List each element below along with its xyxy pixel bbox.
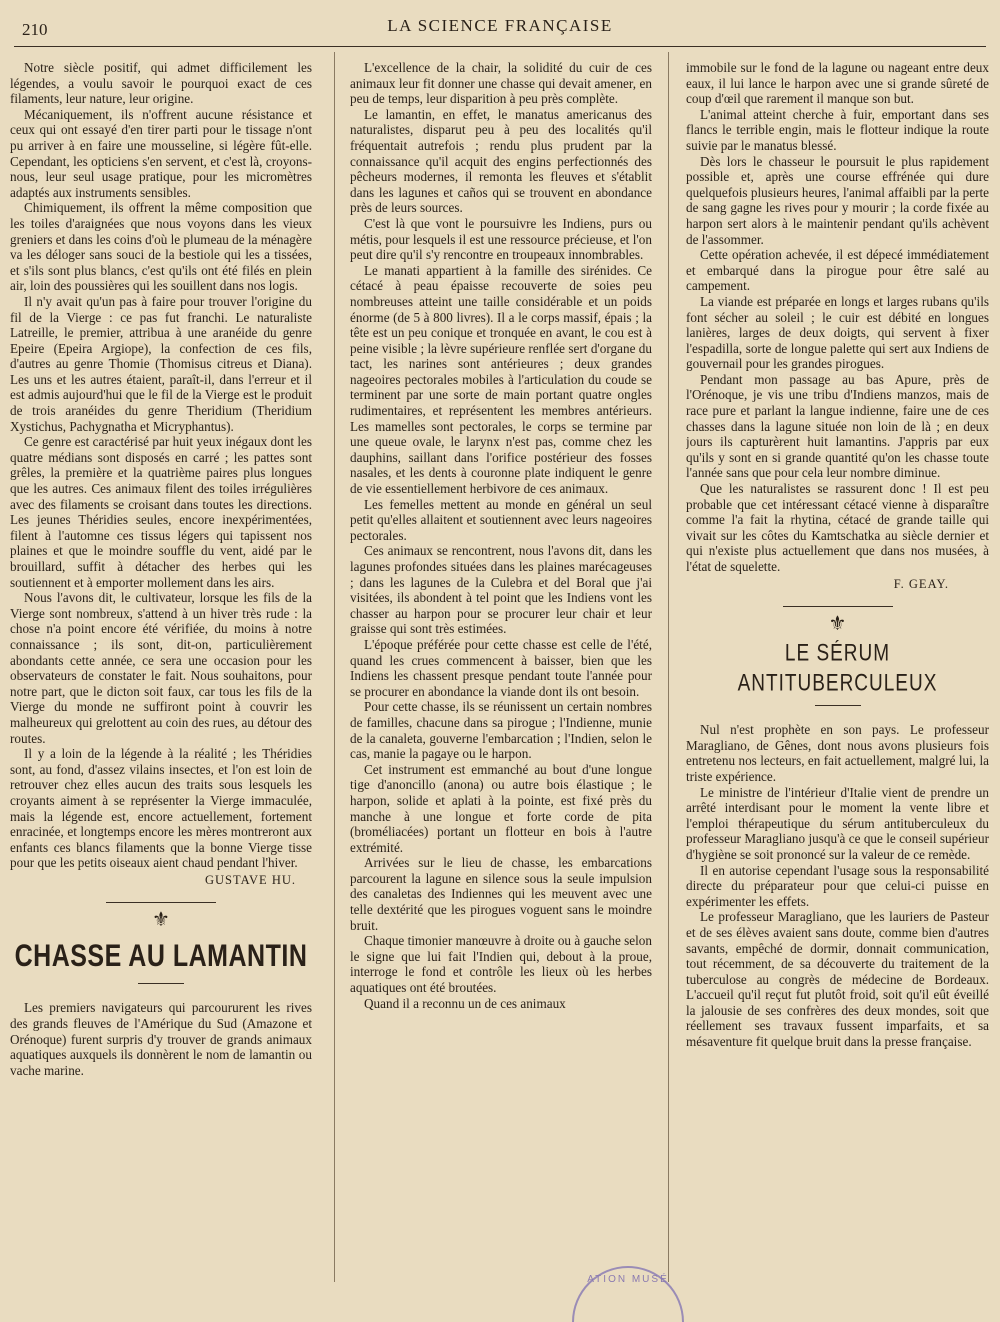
article-title: LE SÉRUM ANTITUBERCULEUX: [737, 640, 938, 697]
paragraph: Cette opération achevée, il est dépecé immédiatement et embarqué dans la pirogue pour être salé au campement.: [686, 247, 989, 294]
page-header: [0, 12, 1000, 48]
paragraph: Ces animaux se rencontrent, nous l'avons dit, dans les lagunes profondes situées dans les plaines marécageuses ; dans les lagunes de la Culebra et del Boral que j'ai visitées, ils abondent à tel point que les Indiens vont les chasser au harpon pour se procurer leur chair et leur graisse qui sont très estimées.: [350, 543, 652, 637]
paragraph: Cet instrument est emmanché au bout d'une longue tige d'anoncillo (anona) ou autre bois élastique ; le harpon, solide et aplati à la pointe, est fixé près du manche à une longue et forte corde de pita (broméliacées) portant un flotteur en bois à l'autre extrémité.: [350, 761, 652, 855]
paragraph: Nul n'est prophète en son pays. Le professeur Maragliano, de Gênes, dont nous avons plusieurs fois entretenu nos lecteurs, en fait actuellement, malgré lui, la triste expérience.: [686, 722, 989, 784]
paragraph: La viande est préparée en longs et larges rubans qu'ils font sécher au soleil ; le cuir est débité en longues lanières, larges de deux doigts, qui servent à fixer l'espadilla, sorte de longue palette qui sert aux Indiens de gouvernail pour les grandes pirogues.: [686, 293, 989, 372]
paragraph: Que les naturalistes se rassurent donc ! Il est peu probable que cet intéressant cétacé vienne à disparaître comme l'a fait la rhytina, cétacé de grande taille qui vivait sur les côtes du Kamtschatka au siècle dernier et qui n'existe plus actuellement que dans nos musées, à l'état de squelette.: [686, 481, 989, 574]
library-stamp: ATION MUSÉ: [572, 1266, 684, 1322]
paragraph: Nous l'avons dit, le cultivateur, lorsque les fils de la Vierge sont nombreux, s'attend à un hiver très rude : la chose n'a point encore été vérifiée, du moins à notre connaissance ; ils sont, dit-on, particulièrement abondants cette année, ce sera une occasion pour les observateurs de constater le fait. Nous souhaitons, pour notre part, que le dicton soit faux, car tous les fils de la Vierge du monde ne suffiront point à couvrir les malheureux qui grelottent au coin des rues, au détour des routes.: [10, 590, 312, 746]
running-title: LA SCIENCE FRANÇAISE: [387, 16, 613, 35]
paragraph: Les femelles mettent au monde en général un seul petit qu'elles allaitent et soutiennent avec leurs nageoires pectorales.: [350, 496, 652, 543]
paragraph: Il en autorise cependant l'usage sous la responsabilité directe du préparateur pour que celui-ci puisse en expérimenter les effets.: [686, 862, 989, 909]
paragraph: immobile sur le fond de la lagune ou nageant entre deux eaux, il lui lance le harpon avec une si grande sûreté de coup d'œil que rarement il manque son but.: [686, 60, 989, 107]
paragraph: Chimiquement, ils offrent la même composition que les toiles d'araignées que nous voyons dans les vieux greniers et dans les coins d'où le plumeau de la ménagère va les déloger sans souci de la bestiole qui les a tissées, et s'ils sont plus blancs, c'est qu'ils ont été filés en plein air, loin des poussières qui les souillent dans nos logis.: [10, 200, 312, 294]
column-divider: [668, 52, 669, 1282]
paragraph: L'époque préférée pour cette chasse est celle de l'été, quand les crues commencent à baisser, bien que les Indiens les chassent presque pendant toute l'année pour se procurer en abondance la viande dont ils ont besoin.: [350, 636, 652, 699]
paragraph: C'est là que vont le poursuivre les Indiens, purs ou métis, pour lesquels il est une ressource précieuse, et l'on peut dire qu'il s'y rencontre en troupeaux innombrables.: [350, 215, 652, 263]
paragraph: L'excellence de la chair, la solidité du cuir de ces animaux leur fit donner une chasse qui devait amener, en peu de temps, leur disparition à peu près complète.: [350, 60, 652, 107]
paragraph: Arrivées sur le lieu de chasse, les embarcations parcourent la lagune en silence sous la seule impulsion des canaletas des Indiennes qui les meuvent avec une telle dextérité que les pirogues voguent sans le moindre bruit.: [350, 855, 652, 933]
fleur-de-lis-ornament-icon: ⚜: [828, 613, 847, 636]
separator-rule: [783, 606, 893, 607]
paragraph: Mécaniquement, ils n'offrent aucune résistance et ceux qui ont essayé d'en tirer parti pour le tissage n'ont pu arriver à en faire une mousseline, si légère fût-elle. Cependant, les opticiens s'en servent, et c'est là, croyons-nous, leur seul usage pratique, pour les micromètres adaptés aux instruments sensibles.: [10, 106, 312, 200]
paragraph: Les premiers navigateurs qui parcoururent les rives des grands fleuves de l'Amérique du Sud (Amazone et Orénoque) furent surpris d'y trouver de grands animaux aquatiques auxquels ils donnèrent le nom de lamantin ou vache marine.: [10, 1000, 312, 1078]
article-title: CHASSE AU LAMANTIN: [14, 938, 308, 974]
header-rule: [14, 46, 986, 47]
paragraph: Dès lors le chasseur le poursuit le plus rapidement possible et, après une course effrénée qui dure quelquefois plusieurs heures, l'animal affaibli par la perte de sang gagne les rives pour y mourir ; la corde fixée au harpon sert alors à le maintenir pendant qu'ils achèvent de l'assommer.: [686, 153, 989, 247]
title-underline: [138, 983, 184, 984]
paragraph: Chaque timonier manœuvre à droite ou à gauche selon le signe que lui fait l'Indien qui, debout à la proue, interroge le fond et contrôle les lieux où les herbes aquatiques ont été broutées.: [350, 933, 652, 996]
paragraph: Quand il a reconnu un de ces animaux: [364, 995, 566, 1011]
author-signature: GUSTAVE HU.: [204, 872, 296, 887]
author-signature: F. GEAY.: [893, 576, 949, 591]
paragraph: Le professeur Maragliano, que les lauriers de Pasteur et de ses élèves avaient sans doute, comme bien d'autres savants, empêché de dormir, donnait communication, tout récemment, de sa découverte du traitement de la tuberculose au congrès de médecine de Bordeaux. L'accueil qu'il reçut fut plutôt froid, soit qu'il eût éveillé la jalousie de ses confrères des deux mondes, soit que réellement ses travaux fussent imparfaits, et sa mésaventure fit quelque bruit dans la presse française.: [686, 909, 989, 1050]
page-number: 210: [22, 20, 48, 39]
paragraph: Le ministre de l'intérieur d'Italie vient de prendre un arrêté interdisant pour le moment la vente libre et l'emploi thérapeutique du sérum antituberculeux du professeur Maragliano jusqu'à ce que le conseil supérieur d'hygiène se soit prononcé sur la valeur de ce remède.: [686, 784, 989, 862]
paragraph: Ce genre est caractérisé par huit yeux inégaux dont les quatre médians sont disposés en carré ; les pattes sont grêles, la première et la quatrième paires plus longues que les autres. Ces animaux filent des toiles irrégulières avec des filaments se croisant dans toutes les directions. Les jeunes Théridies seules, encore inexpérimentées, filent à l'automne ces tissus légers qui tapissent nos plaines et que le moindre souffle du vent, aidé par le brouillard, suffit à détacher des herbes qui les soutiennent et à emporter mollement dans les airs.: [10, 434, 312, 590]
paragraph: Le manati appartient à la famille des sirénides. Ce cétacé à peau épaisse recouverte de soies peu nombreuses atteint une taille considérable et un poids énorme (de 5 à 800 livres). Il a le corps massif, épais ; la tête est un peu conique et tronquée en avant, le cou est à peine visible ; la lèvre supérieure renflée sert d'organe du tact, les narines sont antérieures ; deux grandes nageoires pectorales mobiles à l'articulation du coude se terminent par une sorte de main portant quatre ongles rudimentaires, et représentent les membres antérieurs. Les mamelles sont pectorales, le corps se termine par une queue ovale, le larynx n'est pas, comme chez les dauphins, saillant dans l'orifice postérieur des fosses nasales, et les dents à couronne plate indiquent le genre de vie essentiellement herbivore de ces animaux.: [350, 262, 652, 497]
paragraph: Il n'y avait qu'un pas à faire pour trouver l'origine du fil de la Vierge : ce pas fut franchi. Le naturaliste Latreille, le premier, attribua à une aranéide du genre Epeire (Epeira Argiope), la confection de ces fils, d'autres au genre Thomie (Thomisus citreus et Diana). Les uns et les autres étaient, paraît-il, dans l'erreur et il est admis aujourd'hui que le fil de la Vierge est le produit de trois aranéides du genre Theridium (Theridium Xystichus, Pachygnatha et Micryphantus).: [10, 293, 312, 434]
paragraph: Pour cette chasse, ils se réunissent un certain nombres de familles, chacune dans sa pirogue ; l'Indienne, munie de la canaleta, gouverne l'embarcation ; l'Indien, selon le cas, manie la pagaye ou le harpon.: [350, 699, 652, 762]
paragraph: Notre siècle positif, qui admet difficilement les légendes, a voulu savoir le pourquoi exact de ces filaments, leur nature, leur origine.: [10, 60, 312, 107]
column-divider: [334, 52, 335, 1282]
paragraph: Le lamantin, en effet, le manatus americanus des naturalistes, disparut peu à peu des localités qu'il fréquentait autrefois ; rendu plus prudent par la connaissance qu'il acquit des engins perfectionnés des pêcheurs modernes, il remonta les fleuves et s'établit dans les lagunes et caños qui se trouvent en abondance près de leurs sources.: [350, 106, 652, 216]
paragraph: L'animal atteint cherche à fuir, emportant dans ses flancs le terrible engin, mais le flotteur indique la route suivie par le manatus blessé.: [686, 106, 989, 153]
column-2: [350, 60, 652, 1280]
column-3: [686, 60, 989, 1280]
separator-rule: [106, 902, 216, 903]
paragraph: Pendant mon passage au bas Apure, près de l'Orénoque, je vis une tribu d'Indiens manzos, mais de race pure et parlant la langue indienne, faire une de ces chasses dans la lagune située non loin de là ; en deux jours ils capturèrent huit lamantins. J'appris par eux qu'ils y sont en si grande quantité qu'on les chasse toute l'année sans que pour cela leur nombre diminue.: [686, 371, 989, 481]
fleur-de-lis-ornament-icon: ⚜: [152, 909, 170, 932]
paragraph: Il y a loin de la légende à la réalité ; les Théridies sont, au fond, d'assez vilains insectes, et l'on est loin de retrouver chez elles aucun des traits sous lesquels les croyants aiment à se représenter la Vierge immaculée, mais la légende est, encore actuellement, fortement enracinée, et longtemps encore les mères montreront aux enfants ces blancs filaments que la bonne Vierge tisse pour que les petits oiseaux aient chaud pendant l'hiver.: [10, 746, 312, 871]
title-underline: [815, 705, 861, 706]
column-1: [10, 60, 312, 1280]
